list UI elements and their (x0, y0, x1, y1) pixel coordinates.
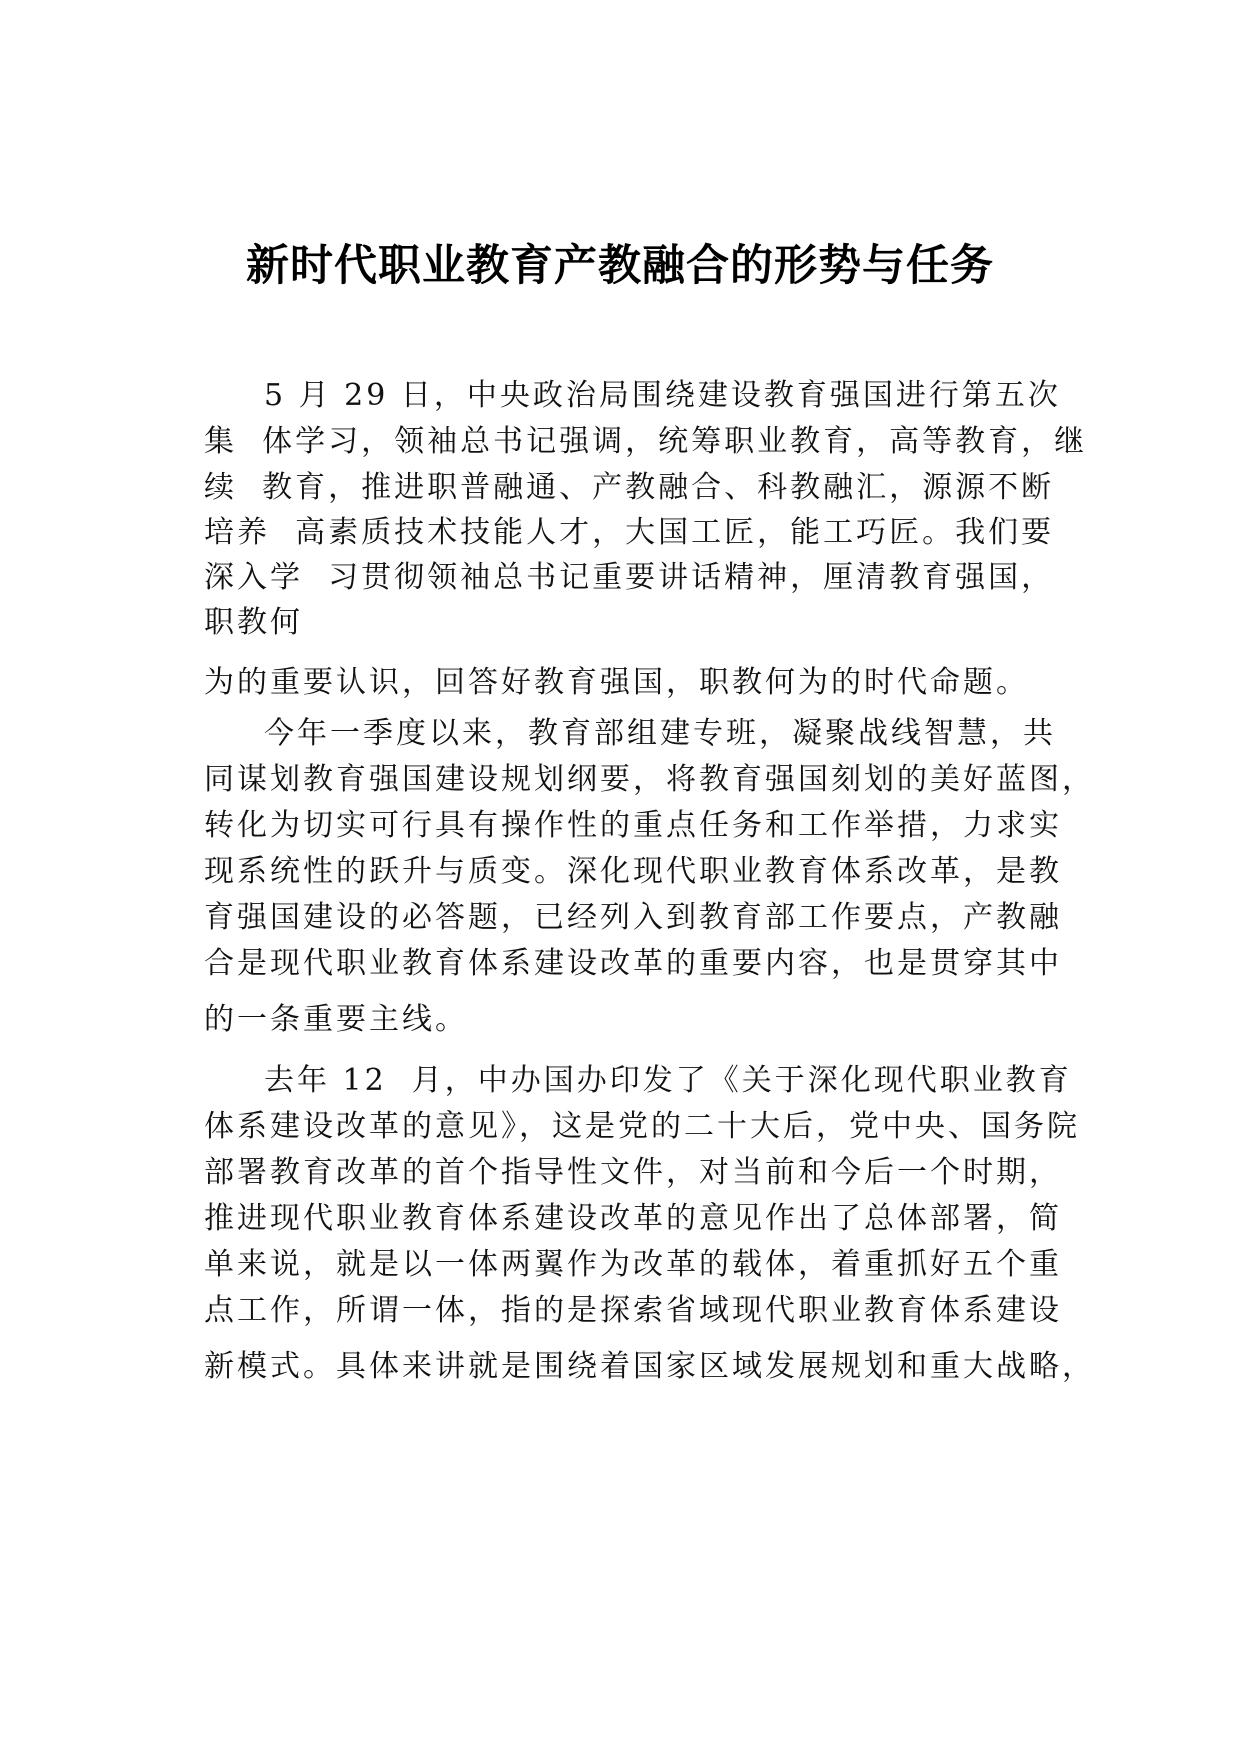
text-line: 新模式。具体来讲就是围绕着国家区域发展规划和重大战略， (204, 1349, 1095, 1384)
text-line: 的一条重要主线。 (204, 1002, 468, 1037)
text-line: 体系建设改革的意见》，这是党的二十大后，党中央、国务院 (204, 1109, 1080, 1144)
text-line: 转化为切实可行具有操作性的重点任务和工作举措，力求实 (204, 808, 1062, 843)
text-line: 今年一季度以来，教育部组建专班，凝聚战线智慧，共 (264, 716, 1056, 751)
text-line: 深入学 习贯彻领袖总书记重要讲话精神，厘清教育强国， (204, 560, 1055, 595)
document-title: 新时代职业教育产教融合的形势与任务 (246, 241, 994, 291)
text-line: 同谋划教育强国建设规划纲要，将教育强国刻划的美好蓝图， (204, 762, 1095, 797)
text-line: 集 体学习，领袖总书记强调，统筹职业教育，高等教育，继 (204, 424, 1088, 459)
text-line: 推进现代职业教育体系建设改革的意见作出了总体部署，简 (204, 1201, 1062, 1236)
text-line: 为的重要认识，回答好教育强国，职教何为的时代命题。 (204, 665, 1029, 700)
text-line: 续 教育，推进职普融通、产教融合、科教融汇，源源不断 (204, 470, 1055, 505)
text-line: 培养 高素质技术技能人才，大国工匠，能工巧匠。我们要 (204, 515, 1055, 550)
text-line: 现系统性的跃升与质变。深化现代职业教育体系改革，是教 (204, 854, 1062, 889)
text-line: 职教何 (204, 605, 303, 640)
text-line: 5 月 29 日，中央政治局围绕建设教育强国进行第五次 (264, 378, 1061, 413)
text-line: 单来说，就是以一体两翼作为改革的载体，着重抓好五个重 (204, 1247, 1062, 1282)
text-line: 点工作，所谓一体，指的是探索省域现代职业教育体系建设 (204, 1293, 1062, 1328)
text-line: 部署教育改革的首个指导性文件，对当前和今后一个时期， (204, 1155, 1062, 1190)
text-line: 育强国建设的必答题，已经列入到教育部工作要点，产教融 (204, 900, 1062, 935)
text-line: 合是现代职业教育体系建设改革的重要内容，也是贯穿其中 (204, 946, 1062, 981)
text-line: 去年 12 月，中办国办印发了《关于深化现代职业教育 (264, 1063, 1072, 1098)
